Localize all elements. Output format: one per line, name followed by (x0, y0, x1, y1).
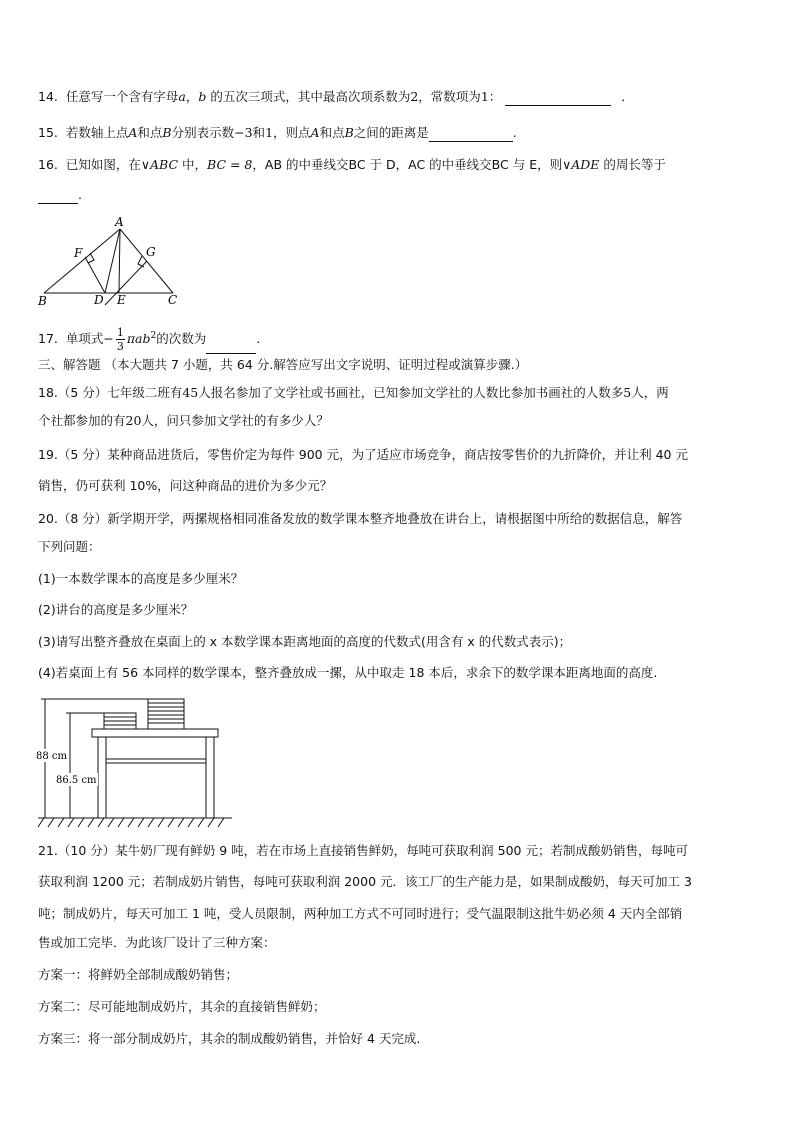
q14-constant: 1 (480, 89, 489, 104)
q18-text-4: 个社都参加的有 (38, 413, 126, 428)
question-21-line-2: 获取利润 1200 元；若制成奶片销售，每吨可获取利润 2000 元．该工厂的生产能力是，如果制成酸奶，每天可加工 3 (38, 874, 692, 889)
label-a: A (115, 215, 124, 229)
label-c: C (168, 293, 178, 307)
q17-exponent: 2 (150, 331, 157, 341)
q14-end: ． (621, 89, 634, 104)
q14-var-b: b (198, 89, 207, 104)
question-19-line-2: 销售，仍可获利 10%，问这种商品的进价为多少元？ (38, 478, 333, 493)
q15-point-b-2: B (344, 125, 354, 140)
label-86-5cm: 86.5 cm (56, 775, 97, 786)
segment-ad (105, 229, 120, 293)
q15-text-5: ，则点 (273, 125, 311, 140)
q15-end: . (512, 125, 517, 140)
question-20-line-2: 下列问题： (38, 539, 101, 554)
question-21-plan-1: 方案一：将鲜奶全部制成酸奶销售； (38, 967, 239, 982)
q17-minus: − (103, 331, 114, 347)
segment-ae (119, 229, 120, 293)
question-18-line-1 (38, 384, 669, 402)
q14-answer-blank[interactable] (505, 91, 611, 106)
q18-text-3: 人，两 (631, 385, 669, 400)
table-crossbar (106, 759, 206, 763)
q14-coefficient: 2 (410, 89, 419, 104)
q15-number: 15. (38, 125, 58, 140)
q16-bc-value: BC = 8 (207, 157, 253, 172)
q14-text-3: ，常数项为 (418, 89, 481, 104)
question-21-line-4: 售或加工完毕．为此该厂设计了三种方案： (38, 935, 276, 950)
segment-ab (44, 229, 120, 293)
q15-text: 若数轴上点 (65, 125, 129, 140)
ground-hatching (38, 818, 224, 827)
q15-value-1: −3 (234, 125, 253, 140)
question-21-line-3: 吨；制成奶片，每天可加工 1 吨，受人员限制，两种加工方式不可同时进行；受气温限制这批牛奶必须 4 天内全部销 (38, 906, 683, 921)
desk-books-figure (36, 697, 236, 829)
q17-numerator: 1 (116, 326, 124, 340)
section-3-note: （本大题共 7 小题，共 64 分.解答应写出文字说明、证明过程或演算步骤.） (104, 357, 528, 372)
q18-number-5: 5 (623, 385, 632, 400)
question-21-plan-3: 方案三：将一部分制成奶片，其余的制成酸奶销售，并恰好 4 天完成. (38, 1031, 421, 1046)
q17-number: 17. (38, 331, 58, 347)
question-21-plan-2: 方案二：尽可能地制成奶片，其余的直接销售鲜奶； (38, 999, 326, 1014)
q17-fraction (116, 326, 125, 353)
q16-triangle-ade: ∨ADE (562, 157, 600, 172)
q17-text-2: 的次数为 (156, 331, 207, 347)
q14-text-2: 的五次三项式，其中最高次项系数为 (210, 89, 411, 104)
table-leg-left (98, 737, 106, 818)
section-3-header (38, 356, 527, 374)
label-d: D (94, 293, 104, 307)
question-15 (38, 124, 517, 142)
q16-answer-blank[interactable] (38, 189, 78, 204)
table-top (92, 729, 218, 737)
q15-text-4: 和 (252, 125, 266, 140)
label-b: B (38, 294, 47, 308)
q14-var-a: a (178, 89, 186, 104)
label-88cm: 88 cm (36, 751, 67, 762)
q15-text-6: 和点 (319, 125, 345, 140)
label-g: G (146, 245, 156, 259)
question-16-blank-line (38, 186, 82, 204)
q15-point-b: B (162, 125, 172, 140)
q16-number: 16. (38, 157, 58, 172)
q17-expression: πab (126, 331, 151, 347)
q17-text: 单项式 (65, 331, 104, 347)
question-16 (38, 156, 666, 174)
question-20-part-3: (3)请写出整齐叠放在桌面上的 x 本数学课本距离地面的高度的代数式(用含有 x 的代数式表示)； (38, 634, 572, 649)
question-17 (38, 321, 260, 354)
question-18-line-2 (38, 412, 329, 430)
question-20-part-1: (1)一本数学课本的高度是多少厘米？ (38, 571, 244, 586)
q16-text-4: 的周长等于 (603, 157, 666, 172)
q15-point-a: A (128, 125, 138, 140)
q16-text-2: 中， (182, 157, 208, 172)
q15-text-7: 之间的距离是 (353, 125, 429, 140)
q15-text-3: 分别表示数 (171, 125, 235, 140)
label-f: F (74, 246, 83, 260)
q15-value-2: 1 (265, 125, 274, 140)
question-14 (38, 88, 634, 106)
label-e: E (117, 293, 126, 307)
question-19-line-1: 19.（5 分）某种商品进货后，零售价定为每件 900 元，为了适应市场竞争，商店按零售价的九折降价，并让利 40 元 (38, 447, 688, 462)
q16-end: . (78, 187, 82, 202)
triangle-figure (34, 214, 184, 308)
segment-fd (85, 257, 105, 293)
q16-text: 已知如图，在 (65, 157, 141, 172)
q16-text-3: ，AB 的中垂线交BC 于 D，AC 的中垂线交BC 与 E，则 (252, 157, 563, 172)
q17-denominator: 3 (116, 340, 124, 354)
q18-text-2: 人报名参加了文学社或书画社，已知参加文学社的人数比参加书画社的人数多 (198, 385, 624, 400)
q15-answer-blank[interactable] (429, 127, 513, 142)
q16-triangle-abc: ∨ABC (140, 157, 179, 172)
question-21-line-1: 21.（10 分）某牛奶厂现有鲜奶 9 吨，若在市场上直接销售鲜奶，每吨可获取利润 500 元；若制成酸奶销售，每吨可 (38, 843, 688, 858)
q18-number: 18. (38, 385, 58, 400)
question-20-part-2: (2)讲台的高度是多少厘米？ (38, 602, 194, 617)
q17-answer-blank[interactable] (206, 339, 256, 354)
q15-point-a-2: A (310, 125, 320, 140)
q18-number-20: 20 (125, 413, 142, 428)
right-angle-f (88, 253, 94, 263)
q18-text-5: 人，问只参加文学社的有多少人？ (141, 413, 329, 428)
q14-number: 14. (38, 89, 58, 104)
q15-text-2: 和点 (137, 125, 163, 140)
section-3-title: 三、解答题 (38, 357, 101, 372)
q18-number-45: 45 (182, 385, 199, 400)
q18-points: （5 分） (57, 385, 108, 400)
q18-text: 七年级二班有 (107, 385, 183, 400)
question-20-line-1: 20.（8 分）新学期开学，两摞规格相同准备发放的数学课本整齐地叠放在讲台上，请根据图中所给的数据信息，解答 (38, 511, 683, 526)
q14-text: 任意写一个含有字母 (65, 89, 179, 104)
q17-end: . (256, 331, 261, 347)
table-leg-right (206, 737, 214, 818)
question-20-part-4: (4)若桌面上有 56 本同样的数学课本，整齐叠放成一摞，从中取走 18 本后，求余下的数学课本距离地面的高度. (38, 665, 658, 680)
q14-colon: ： (488, 89, 502, 104)
q14-comma: ， (185, 89, 199, 104)
